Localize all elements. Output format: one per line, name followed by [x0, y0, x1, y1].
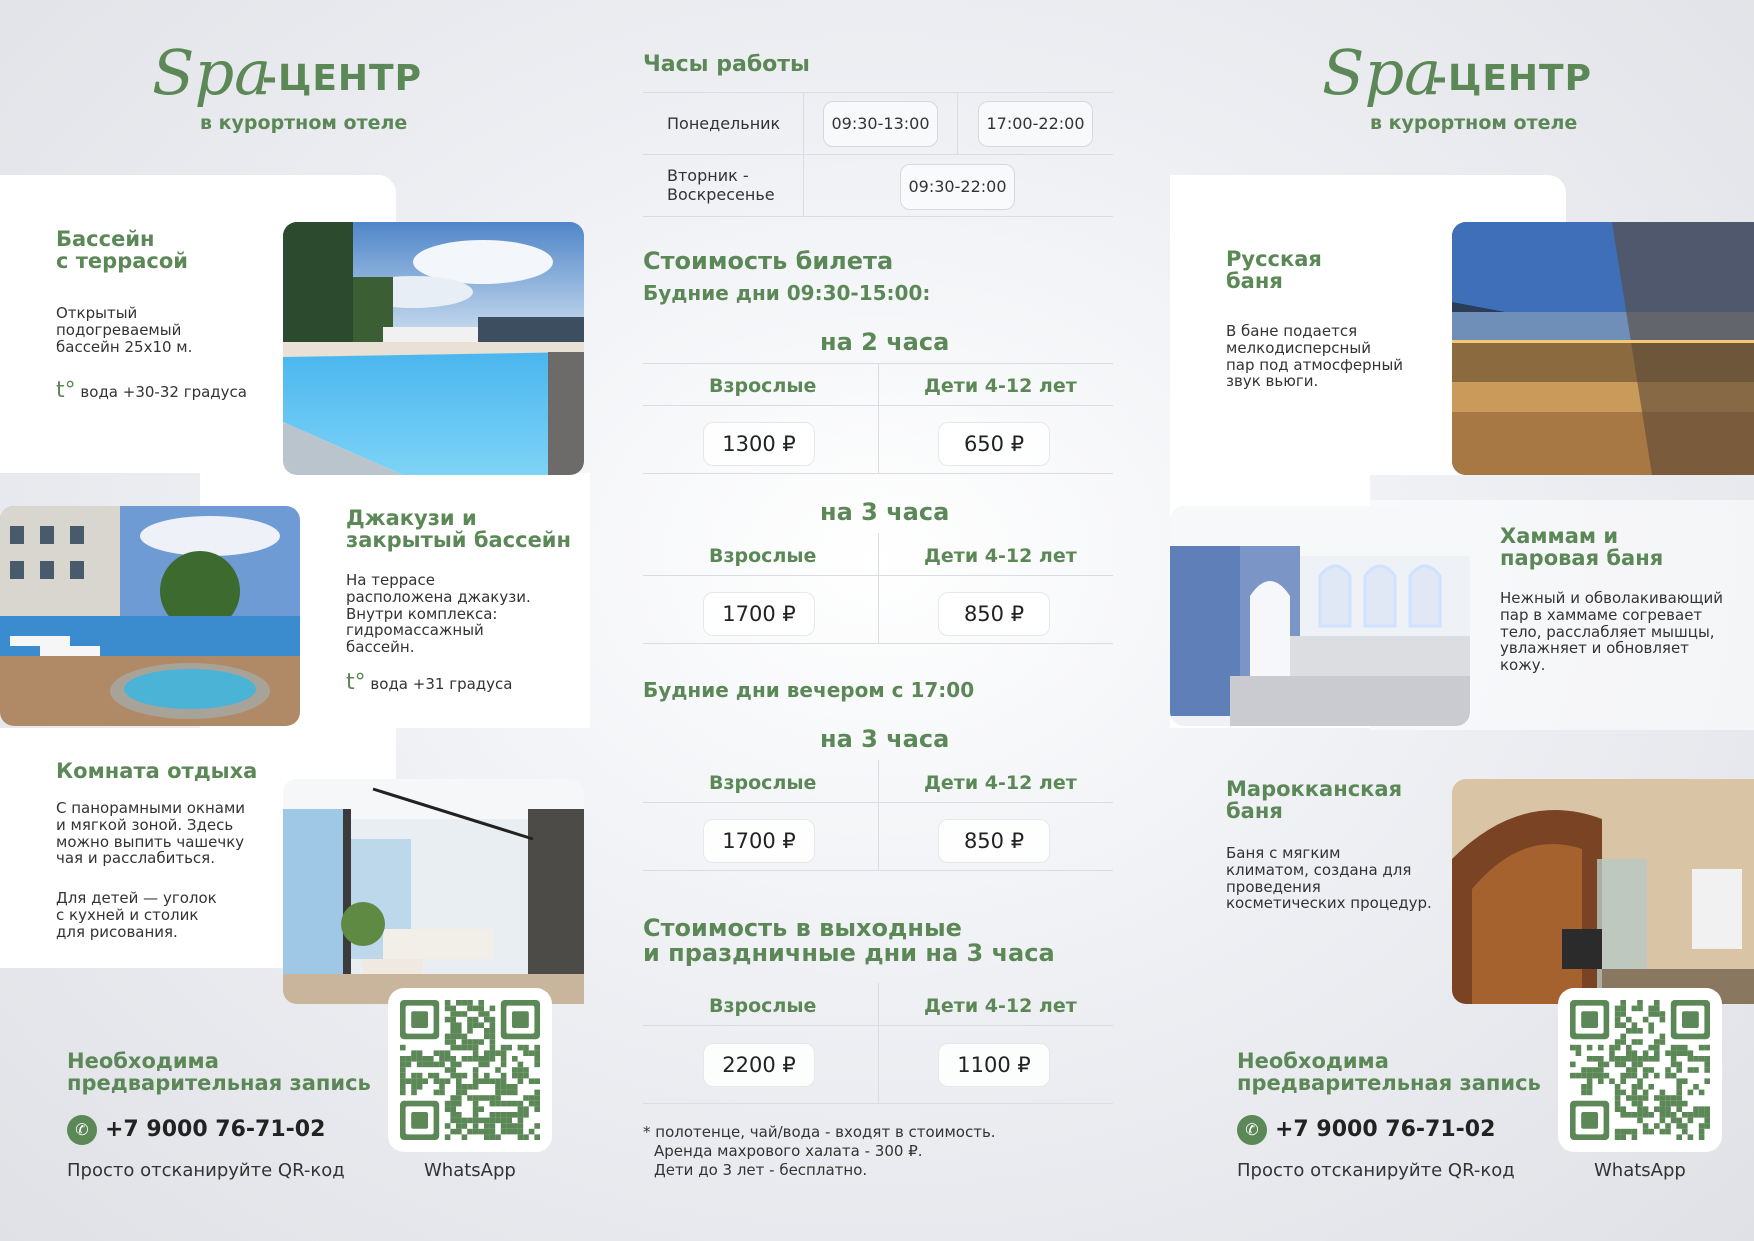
pool-desc-line: бассейн 25x10 м.	[56, 337, 193, 356]
thermometer-icon: t°	[346, 670, 366, 695]
price-divider	[643, 1103, 1113, 1104]
russian-bath-photo	[1452, 222, 1754, 475]
hammam-photo	[1170, 506, 1470, 726]
kids-header: Дети 4-12 лет	[924, 545, 1077, 567]
jacuzzi-desc-line: бассейн.	[346, 638, 415, 657]
jacuzzi-desc	[346, 572, 531, 656]
qr-label-left: WhatsApp	[424, 1160, 516, 1181]
price-weekend-kid: 1100 ₽	[938, 1043, 1050, 1087]
price-col-divider	[878, 363, 879, 473]
weekend-title-line2: и праздничные дни на 3 часа	[643, 939, 1055, 968]
adults-header: Взрослые	[709, 772, 817, 794]
price-col-divider	[878, 983, 879, 1103]
hours-divider	[643, 92, 1113, 93]
price-divider	[643, 473, 1113, 474]
adults-header: Взрослые	[709, 995, 817, 1017]
pool-title-line2: с террасой	[56, 249, 188, 274]
hammam-title	[1500, 525, 1663, 569]
duration-3h: на 3 часа	[820, 498, 950, 526]
logo-subtitle: в курортном отеле	[1370, 112, 1578, 134]
monday-slot-2: 17:00-22:00	[978, 101, 1093, 147]
thermometer-icon: t°	[56, 378, 76, 403]
rest-desc-line: С панорамными окнами	[56, 799, 246, 817]
price-divider	[643, 870, 1113, 871]
moroccan-desc-line: Баня с мягким	[1226, 844, 1341, 862]
adults-header: Взрослые	[709, 375, 817, 397]
price-2h-adult: 1300 ₽	[703, 422, 815, 466]
logo-spa-script: Spa	[1322, 36, 1442, 109]
pool-temp	[56, 378, 247, 403]
rest-desc-kids	[56, 890, 217, 940]
russian-title-line2: баня	[1226, 269, 1283, 294]
moroccan-title-line2: баня	[1226, 799, 1283, 824]
russian-title-line1: Русская	[1226, 247, 1322, 271]
monday-label: Понедельник	[667, 114, 781, 133]
booking-title-left	[67, 1050, 371, 1094]
price-2h-kid: 650 ₽	[938, 422, 1050, 466]
moroccan-title-line1: Марокканская	[1226, 777, 1403, 801]
logo-centr: -ЦЕНТР	[262, 58, 423, 99]
jacuzzi-title-line1: Джакузи и	[346, 506, 477, 530]
ticket-price-title: Стоимость билета	[643, 247, 894, 275]
moroccan-desc	[1226, 845, 1432, 912]
whatsapp-icon[interactable]: ✆	[1237, 1115, 1267, 1145]
tue-label-line: Воскресенье	[667, 185, 775, 205]
hammam-desc-line: кожу.	[1500, 656, 1546, 675]
rest-desc-line: с кухней и столик	[56, 905, 199, 924]
booking-title-line2: предварительная запись	[1237, 1071, 1541, 1096]
hammam-desc	[1500, 590, 1723, 674]
russian-desc-line: мелкодисперсный	[1226, 338, 1371, 357]
phone-number-right[interactable]: +7 9000 76-71-02	[1275, 1117, 1496, 1142]
rest-desc-line: Для детей — уголок	[56, 889, 217, 907]
booking-title-right	[1237, 1050, 1541, 1094]
price-notes	[643, 1123, 996, 1179]
kids-header: Дети 4-12 лет	[924, 995, 1077, 1017]
moroccan-desc-line: косметических процедур.	[1226, 894, 1432, 913]
jacuzzi-photo	[0, 506, 300, 726]
moroccan-desc-line: проведения	[1226, 877, 1321, 896]
tue-sun-label	[667, 166, 775, 204]
rest-desc-line: для рисования.	[56, 922, 178, 941]
hammam-title-line2: паровая баня	[1500, 546, 1664, 571]
logo-spa-script: Spa	[152, 36, 272, 109]
pool-desc	[56, 305, 192, 355]
price-weekend-adult: 2200 ₽	[703, 1043, 815, 1087]
jacuzzi-desc-line: расположена джакузи.	[346, 587, 531, 606]
qr-code-pattern	[400, 1000, 540, 1140]
russian-desc-line: звук вьюги.	[1226, 372, 1319, 391]
price-3h-adult: 1700 ₽	[703, 592, 815, 636]
hammam-desc-line: увлажняет и обновляет	[1500, 639, 1689, 658]
price-note-line: Дети до 3 лет - бесплатно.	[654, 1160, 868, 1179]
price-evening-adult: 1700 ₽	[703, 819, 815, 863]
kids-header: Дети 4-12 лет	[924, 772, 1077, 794]
scan-hint-left: Просто отсканируйте QR-код	[67, 1160, 345, 1181]
price-divider	[643, 1025, 1113, 1026]
russian-desc-line: пар под атмосферный	[1226, 355, 1404, 374]
russian-desc	[1226, 323, 1403, 390]
hours-title: Часы работы	[643, 52, 810, 77]
jacuzzi-title	[346, 507, 571, 551]
price-divider	[643, 643, 1113, 644]
duration-2h: на 2 часа	[820, 328, 950, 356]
hammam-title-line1: Хаммам и	[1500, 524, 1619, 548]
price-divider	[643, 575, 1113, 576]
tue-label-line: Вторник -	[667, 166, 749, 185]
weekend-title-line1: Стоимость в выходные	[643, 914, 962, 942]
booking-title-line2: предварительная запись	[67, 1071, 371, 1096]
moroccan-title	[1226, 778, 1402, 822]
rest-room-photo	[283, 779, 584, 1004]
rest-desc-line: чая и расслабиться.	[56, 849, 215, 868]
pool-temp-text: вода +30-32 градуса	[80, 383, 247, 401]
hammam-desc-line: Нежный и обволакивающий	[1500, 589, 1724, 607]
jacuzzi-temp	[346, 670, 512, 695]
moroccan-desc-line: климатом, создана для	[1226, 860, 1412, 879]
hammam-desc-line: пар в хаммаме согревает	[1500, 605, 1703, 624]
qr-code-pattern	[1570, 1000, 1710, 1140]
price-note-line: Аренда махрового халата - 300 ₽.	[654, 1141, 923, 1160]
rest-desc	[56, 800, 245, 867]
spa-logo-left	[140, 38, 460, 148]
russian-desc-line: В бане подается	[1226, 322, 1358, 340]
pool-title-line1: Бассейн	[56, 227, 155, 251]
booking-title-line1: Необходима	[1237, 1049, 1389, 1073]
adults-header: Взрослые	[709, 545, 817, 567]
hammam-desc-line: тело, расслабляет мышцы,	[1500, 622, 1715, 641]
pool-desc-line: подогреваемый	[56, 320, 182, 339]
rest-desc-line: можно выпить чашечку	[56, 832, 245, 851]
pool-desc-line: Открытый	[56, 304, 138, 322]
duration-3h-evening: на 3 часа	[820, 725, 950, 753]
price-note-line: * полотенце, чай/вода - входят в стоимость.	[643, 1123, 996, 1141]
weekdays-label: Будние дни 09:30-15:00:	[643, 281, 931, 305]
phone-number-left[interactable]: +7 9000 76-71-02	[105, 1117, 326, 1142]
rest-title: Комната отдыха	[56, 759, 258, 783]
booking-title-line1: Необходима	[67, 1049, 219, 1073]
jacuzzi-desc-line: гидромассажный	[346, 621, 484, 640]
pool-photo	[283, 222, 584, 475]
price-col-divider	[878, 533, 879, 643]
spa-logo-right	[1310, 38, 1630, 148]
jacuzzi-desc-line: Внутри комплекса:	[346, 604, 498, 623]
scan-hint-right: Просто отсканируйте QR-код	[1237, 1160, 1515, 1181]
russian-title	[1226, 248, 1322, 292]
hours-divider	[643, 216, 1113, 217]
kids-header: Дети 4-12 лет	[924, 375, 1077, 397]
logo-subtitle: в курортном отеле	[200, 112, 408, 134]
weekend-title	[643, 916, 1055, 966]
evening-label: Будние дни вечером с 17:00	[643, 678, 975, 702]
rest-desc-line: и мягкой зоной. Здесь	[56, 815, 234, 834]
qr-code-left[interactable]	[388, 988, 552, 1152]
jacuzzi-temp-text: вода +31 градуса	[370, 675, 513, 693]
hours-col-divider	[957, 92, 958, 154]
pool-title	[56, 228, 188, 272]
moroccan-bath-photo	[1452, 779, 1754, 1004]
monday-slot-1: 09:30-13:00	[823, 101, 938, 147]
jacuzzi-desc-line: На террасе	[346, 571, 435, 589]
logo-centr: -ЦЕНТР	[1432, 58, 1593, 99]
jacuzzi-title-line2: закрытый бассейн	[346, 528, 572, 553]
price-evening-kid: 850 ₽	[938, 819, 1050, 863]
tue-sun-slot: 09:30-22:00	[900, 164, 1015, 210]
qr-label-right: WhatsApp	[1594, 1160, 1686, 1181]
price-divider	[643, 405, 1113, 406]
price-3h-kid: 850 ₽	[938, 592, 1050, 636]
hours-divider	[643, 154, 1113, 155]
price-col-divider	[878, 760, 879, 870]
whatsapp-icon[interactable]: ✆	[67, 1115, 97, 1145]
price-divider	[643, 802, 1113, 803]
qr-code-right[interactable]	[1558, 988, 1722, 1152]
